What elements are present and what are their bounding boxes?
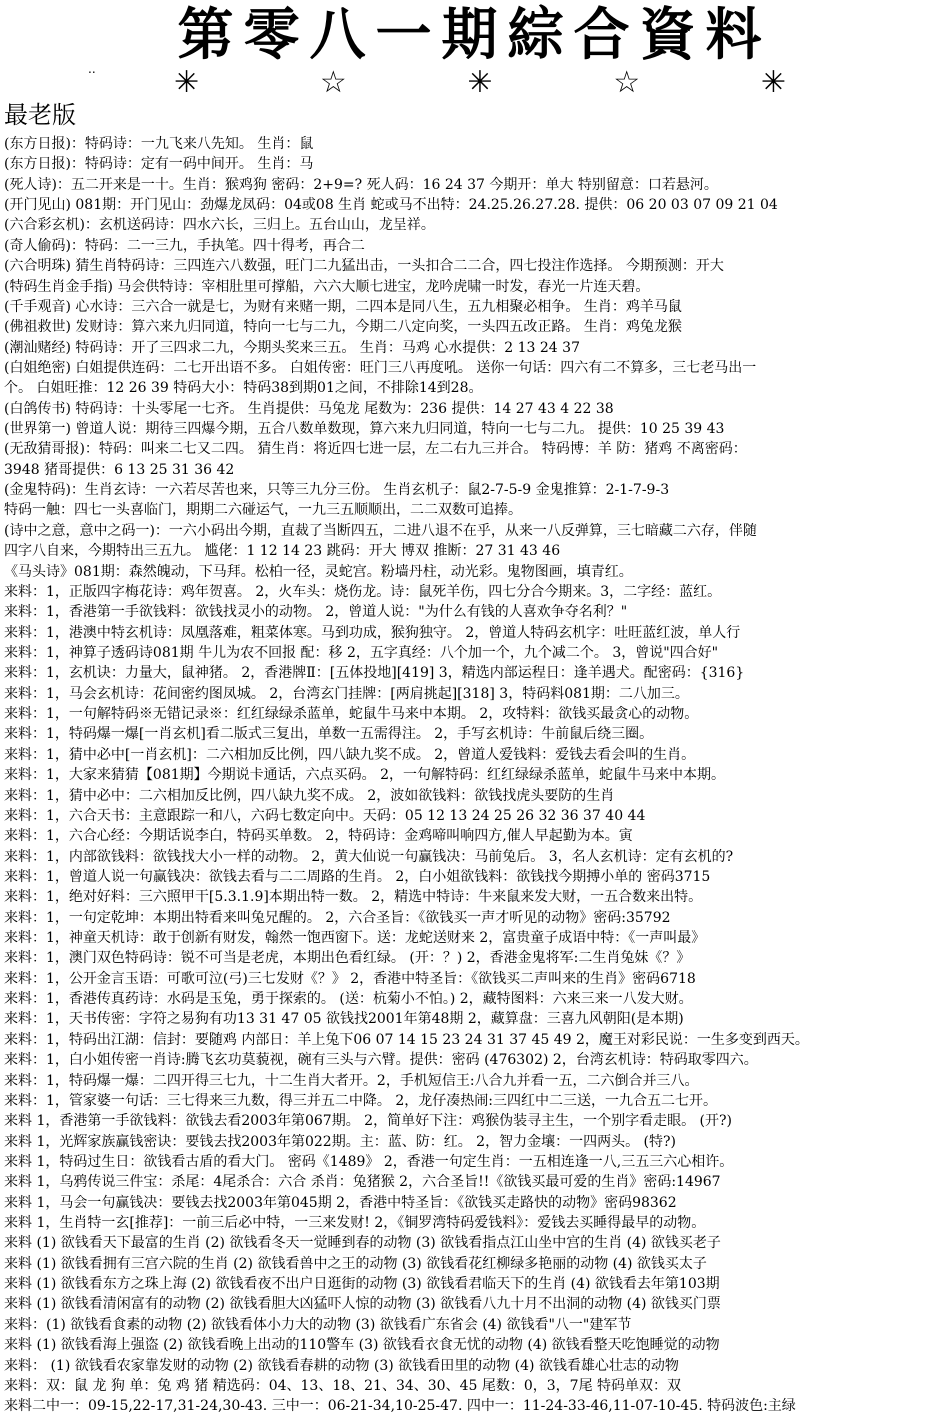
edition-label: 最老版 xyxy=(4,101,76,129)
text-line: 来料 (1) 欲钱看拥有三宫六院的生肖 (2) 欲钱看兽中之王的动物 (3) 欲钱看花红柳绿多艳丽的动物 (4) 欲钱买太子 xyxy=(4,1255,707,1272)
text-line: 来料：1，特码出江湖：信封：要随鸡 内部日：羊上兔下06 07 14 15 23 24 31 37 45 49 2，魔王对彩民说：一生多变到西天。 xyxy=(4,1031,809,1048)
text-line: (六合明珠) 猜生肖特码诗：三四连六八数强，旺门二九猛出击，一头扣合二二合，四七投注作选择。 今期预测：开大 xyxy=(4,258,724,275)
text-line: 来料：1，公开金言玉语：可歌可泣(弓)三七发财《？》 2，香港中特圣旨：《欲钱买二声叫来的生肖》密码6718 xyxy=(4,970,696,987)
text-line: 来料：1，香港第一手欲钱料：欲钱找灵小的动物。 2，曾道人说："为什么有钱的人喜欢争夺名利？" xyxy=(4,604,628,621)
text-line: (佛祖救世) 发财诗：算六来九归同道，特向一七与二九，今期二八定向奖，一头四五改正路。 生肖：鸡兔龙猴 xyxy=(4,319,682,336)
text-line: (无敌猜哥报)：特码：叫来二七又二四。 猜生肖：将近四七进一层，左二右九三并合。 特码博：羊 防：猪鸡 不离密码： xyxy=(4,441,747,458)
text-line: 来料：1，一句定乾坤：本期出特看来叫兔兄醒的。 2，六合圣旨：《欲钱买一声才听见的动物》密码:35792 xyxy=(4,909,671,926)
text-line: (六合彩玄机)：玄机送码诗：四水六长，三归上。五台山山，龙呈祥。 xyxy=(4,217,435,234)
text-line: 来料 1，光辉家族赢钱密诀：要钱去找2003年第022期。主：蓝、防：红。 2，智力金壤：一四两头。 (特?) xyxy=(4,1133,676,1150)
text-line: 3948 猪哥提供：6 13 25 31 36 42 xyxy=(4,461,235,478)
asterisk-icon: ✳ xyxy=(467,65,493,100)
text-line: 来料：1，猜中必中[一肖玄机]：二六相加反比例，四八缺九奖不成。 2，曾道人爱钱料：爱钱去看会叫的生肖。 xyxy=(4,746,696,763)
text-line: 四字八自来，今期特出三五九。 尴佬：1 12 14 23 跳码：开大 博双 推断：27 31 43 46 xyxy=(4,543,561,560)
text-line: 个。 白姐旺推：12 26 39 特码大小：特码38到期01之间，不排除14到28。 xyxy=(4,380,483,397)
star-divider xyxy=(160,66,800,100)
text-line: 来料二中一：09-15,22-17,31-24,30-43. 三中一：06-21-34,10-25-47. 四中一：11-24-33-46,11-07-10-45. 特码波色:主绿 xyxy=(4,1398,796,1415)
text-line: (千手观音) 心水诗：三六合一就是七，为财有来赌一期，二四本是同八生，五九相聚必相争。 生肖：鸡羊马鼠 xyxy=(4,298,682,315)
text-line: (诗中之意，意中之码一)：一六小码出今期，直裁了当断四五，二进八退不在乎，从来一八反弹算，三七暗藏二六存，伴随 xyxy=(4,522,757,539)
text-line: 来料：1，神算子透码诗081期 牛儿为农不回报 配：移 2，五字真经：八个加一个，九个减二个。 3，曾说"四合好" xyxy=(4,644,719,661)
text-line: 来料：双：鼠 龙 狗 单：兔 鸡 猪 精选码：04、13、18、21、34、30、45 尾数：0，3，7尾 特码单双：双 xyxy=(4,1377,682,1394)
text-line: (东方日报)：特码诗：一九飞来八先知。 生肖：鼠 xyxy=(4,136,314,152)
text-line: 来料： (1) 欲钱看农家靠发财的动物 (2) 欲钱看春耕的动物 (3) 欲钱看田里的动物 (4) 欲钱看雄心壮志的动物 xyxy=(4,1357,679,1374)
text-line: (特码生肖金手指) 马会供特诗：宰相肚里可撑船，六六大顺七进宝，龙吟虎啸一时发，春光一片连天碧。 xyxy=(4,278,650,295)
asterisk-icon: ✳ xyxy=(760,65,786,100)
text-line: 来料 1，特码过生日：欲钱看古盾的看大门。 密码《1489》 2，香港一句定生肖：一五相连逢一八,三五三六心相许。 xyxy=(4,1153,734,1170)
text-line: 来料：1，正版四字梅花诗：鸡年贺喜。 2，火车头：烧伤龙。诗：鼠死羊伤，四七分合今期来。3，二字经：蓝红。 xyxy=(4,583,722,600)
text-line: (白姐绝密) 白姐提供连码：二七开出语不多。 白姐传密：旺门三八再度吼。 送你一句话：四六有二不算多，三七老马出一 xyxy=(4,359,757,376)
page-title: 第零八一期綜合資料 xyxy=(177,2,772,68)
text-line: (东方日报)：特码诗：定有一码中间开。 生肖：马 xyxy=(4,156,314,173)
text-line: (死人诗)：五二开来是一十。生肖：猴鸡狗 密码：2+9=? 死人码：16 24 37 今期开：单大 特别留意：口若悬河。 xyxy=(4,176,718,193)
star-icon: ☆ xyxy=(613,65,641,100)
text-line: 来料：1，香港传真药诗：水码是玉兔，勇于探索的。 (送：杭菊小不怕。) 2，藏特图料：六来三来一八发大财。 xyxy=(4,991,693,1008)
star-icon: ☆ xyxy=(319,65,347,100)
text-body xyxy=(0,134,949,1417)
text-line: 来料 (1) 欲钱看清闲富有的动物 (2) 欲钱看胆大凶猛吓人惊的动物 (3) 欲钱看八九十月不出洞的动物 (4) 欲钱买门票 xyxy=(4,1296,721,1313)
text-line: 来料：1，六合心经：今期话说李白，特码买单数。 2，特码诗：金鸡啼叫响四方,催人早起勤为本。寅 xyxy=(4,828,633,845)
text-line: (金鬼特码)：生肖玄诗：一六若尽苦也来，只等三九分三份。 生肖玄机子：鼠2-7-5-9 金鬼推算：2-1-7-9-3 xyxy=(4,482,670,499)
text-line: 来料：1，玄机诀：力量大，鼠神猪。 2，香港牌Ⅱ：[五体投地][419] 3，精选内部运程日：逢羊遇犬。配密码：{316} xyxy=(4,665,745,682)
text-line: 来料：1，白小姐传密一肖诗:腾飞玄功莫藐视，碗有三头与六臂。提供：密码 (476302) 2，台湾玄机诗：特码取零四六。 xyxy=(4,1052,758,1069)
text-line: 来料：1，管家婆一句话：三七得来三九数，得三并五二中降。 2，龙仔凑热闹:三四红中二三送，一九合五二七开。 xyxy=(4,1092,717,1109)
text-line: 来料：1，一句解特码※无错记录※：红红绿绿杀蓝单，蛇鼠牛马来中本期。 2，攻特料：欲钱买最贪心的动物。 xyxy=(4,706,699,723)
text-line: 来料 1，乌鸦传说三件宝：杀尾：4尾杀合：六合 杀肖：兔猪猴 2，六合圣旨!!《欲钱买最可爱的生肖》密码:14967 xyxy=(4,1174,721,1191)
text-line: (开门见山) 081期：开门见山：劲爆龙凤码：04或08 生肖 蛇或马不出特：24.25.26.27.28. 提供：06 20 03 07 09 21 04 xyxy=(4,197,778,214)
text-line: 来料：(1) 欲钱看食素的动物 (2) 欲钱看体小力大的动物 (3) 欲钱看广东省会 (4) 欲钱看"八一"建军节 xyxy=(4,1316,632,1333)
text-line: 来料：1，港澳中特玄机诗：凤凰落难，粗菜体寒。马到功成，猴狗独守。 2，曾道人特码玄机字：吐旺蓝红波，单人行 xyxy=(4,624,741,641)
text-line: 《马头诗》081期：森然魄动，下马拜。松柏一径，灵蛇宫。粉墙丹柱，动光彩。鬼物图画，填青红。 xyxy=(4,563,633,580)
text-line: 来料：1，内部欲钱料：欲钱找大小一样的动物。 2，黄大仙说一句赢钱决：马前兔后。 3，名人玄机诗：定有玄机的? xyxy=(4,848,734,865)
text-line: 来料：1，六合天书：主意跟踪一和八，六码七数定向中。天码：05 12 13 24 25 26 32 36 37 40 44 xyxy=(4,807,646,824)
text-line: (白鸽传书) 特码诗：十头零尾一七齐。 生肖提供：马兔龙 尾数为：236 提供：14 27 43 4 22 38 xyxy=(4,400,614,417)
text-line: 来料 1，马会一句赢钱决：要钱去找2003年第045期 2，香港中特圣旨：《欲钱买走路快的动物》密码98362 xyxy=(4,1194,677,1211)
text-line: 来料：1，猜中必中：二六相加反比例，四八缺九奖不成。 2，波如欲钱料：欲钱找虎头要防的生肖 xyxy=(4,787,615,804)
text-line: 来料：1，天书传密：字符之易狗有功13 31 47 05 欲钱找2001年第48期 2，藏算盘：三喜九风朝阳(是本期) xyxy=(4,1011,684,1028)
text-line: 来料：1，特码爆一爆：二四开得三七九，十二生肖大者开。2，手机短信王:八合九并看一五，二六倒合并三八。 xyxy=(4,1072,699,1089)
text-line: 来料：1，神童天机诗：敢于创新有财发，翰然一饱西窗下。送：龙蛇送财来 2，富贵童子成语中特：《一声叫最》 xyxy=(4,930,706,947)
asterisk-icon: ✳ xyxy=(174,65,200,100)
text-line: 来料 1，香港第一手欲钱料：欲钱去看2003年第067期。 2，简单好下注：鸡猴伪装寻主生，一个别字看走眼。 (开?) xyxy=(4,1113,732,1130)
text-line: 来料：1，绝对好料：三六照甲干[5.3.1.9]本期出特一数。 2，精选中特诗：牛来鼠来发大财，一五合数来出特。 xyxy=(4,889,703,906)
text-line: 来料 (1) 欲钱看东方之珠上海 (2) 欲钱看夜不出户日逛街的动物 (3) 欲钱看君临天下的生肖 (4) 欲钱看去年第103期 xyxy=(4,1276,720,1293)
text-line: 特码一触：四七一头喜临门，期期二六碰运气，一九三五顺顺出，二二双数可追捧。 xyxy=(4,502,522,519)
text-line: 来料：1，大家来猜猜【081期】今期说卡通话，六点买码。 2，一句解特码：红红绿绿杀蓝单，蛇鼠牛马来中本期。 xyxy=(4,767,725,784)
text-line: 来料：1，马会玄机诗：花间密约图凤城。 2，台湾玄门挂牌：[两肩挑起][318] 3，特码料081期：二八加三。 xyxy=(4,685,689,702)
text-line: 来料：1，澳门双色特码诗：锐不可当是老虎，本期出色看红绿。 (开：？) 2，香港金鬼将军:二生肖兔妹《？》 xyxy=(4,950,691,967)
text-line: 来料：1，曾道人说一句赢钱决：欲钱去看与二二周路的生肖。 2，白小姐欲钱料：欲钱找今期搏小单的 密码3715 xyxy=(4,868,711,885)
text-line: 来料：1，特码爆一爆[一肖玄机]看二版式三复出，单数一五需得注。 2，手写玄机诗：牛前鼠后绕三圈。 xyxy=(4,726,654,743)
corner-dots: .. xyxy=(88,62,96,76)
text-line: 来料 (1) 欲钱看海上强盗 (2) 欲钱看晚上出动的110警车 (3) 欲钱看衣食无忧的动物 (4) 欲钱看整天吃饱睡觉的动物 xyxy=(4,1337,720,1354)
text-line: (潮汕赌经) 特码诗：开了三四求二九，今期头奖来三五。 生肖：马鸡 心水提供：2 13 24 37 xyxy=(4,339,580,356)
text-line: 来料 (1) 欲钱看天下最富的生肖 (2) 欲钱看冬天一觉睡到春的动物 (3) 欲钱看指点江山坐中宫的生肖 (4) 欲钱买老子 xyxy=(4,1235,721,1252)
text-line: (世界第一) 曾道人说：期待三四爆今期，五合八数单数现，算六来九归同道，特向一七与二九。 提供：10 25 39 43 xyxy=(4,421,725,438)
text-line: (奇人偷码)：特码：二一三九，手执笔。四十得考，再合二 xyxy=(4,237,365,254)
text-line: 来料 1，生肖特一玄[推荐]：一前三后必中特，一三来发财! 2，《铜罗湾特码爱钱料》：爱钱去买睡得最早的动物。 xyxy=(4,1215,706,1232)
